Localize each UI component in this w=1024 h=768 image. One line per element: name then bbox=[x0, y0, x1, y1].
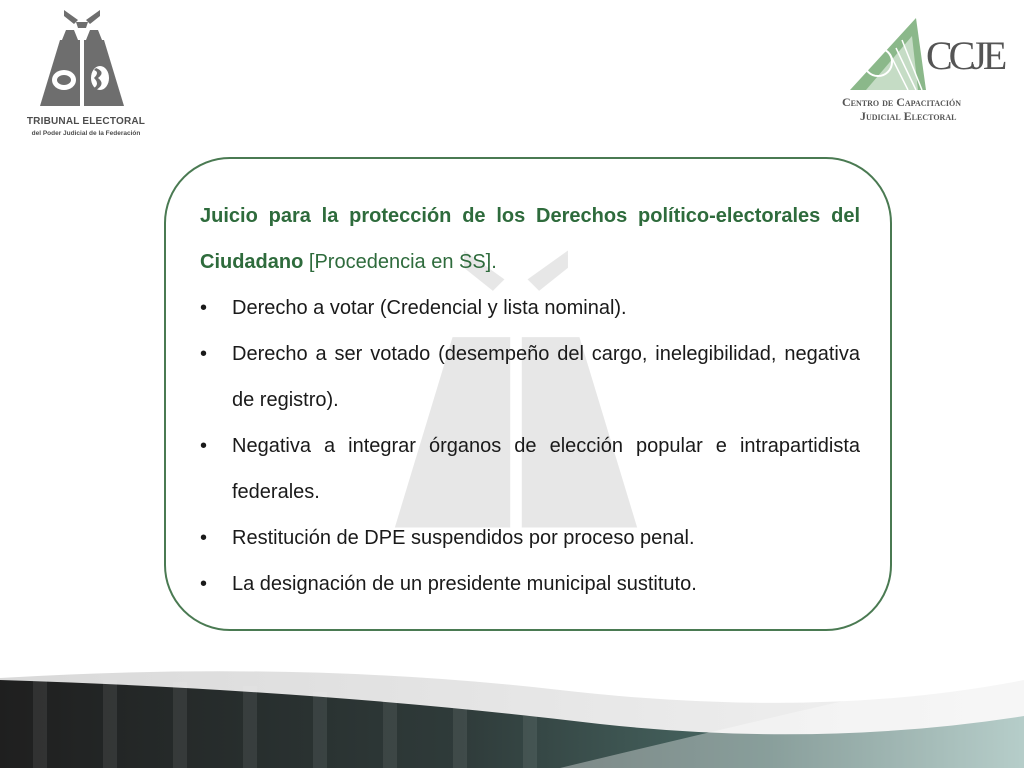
scales-of-justice-icon bbox=[34, 6, 130, 110]
tribunal-subtitle: del Poder Judicial de la Federación bbox=[31, 130, 141, 137]
ccje-name-line-2: Judicial Electoral bbox=[860, 109, 957, 123]
list-item: • Derecho a ser votado (desempeño del cargo, inelegibilidad, negativa de registro). bbox=[200, 331, 860, 423]
list-item: • Negativa a integrar órganos de elección popular e intrapartidista federales. bbox=[200, 423, 860, 515]
list-item: • Restitución de DPE suspendidos por proceso penal. bbox=[200, 515, 860, 561]
bullet-list bbox=[200, 285, 860, 607]
slide-heading bbox=[200, 193, 860, 285]
footer-wave-decoration bbox=[0, 620, 1024, 768]
heading-procedencia: [Procedencia en SS]. bbox=[303, 251, 497, 273]
ccje-logo bbox=[836, 14, 1016, 126]
tribunal-electoral-logo bbox=[18, 6, 144, 140]
ccje-acronym: CCJE bbox=[926, 33, 1004, 78]
tribunal-title: TRIBUNAL ELECTORAL bbox=[26, 116, 146, 127]
heading-bold: Juicio para la protección de los Derechos político-electorales del Ciudadano bbox=[200, 205, 860, 273]
content-box bbox=[164, 157, 892, 631]
list-item: • Derecho a votar (Credencial y lista nominal). bbox=[200, 285, 860, 331]
list-item: • La designación de un presidente municipal sustituto. bbox=[200, 561, 860, 607]
ccje-name-line-1: Centro de Capacitación bbox=[842, 95, 962, 109]
content-text bbox=[200, 193, 860, 607]
